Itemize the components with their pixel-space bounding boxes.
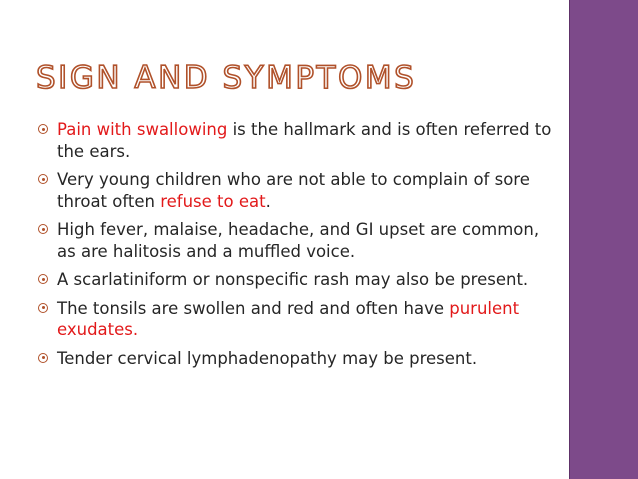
bullet-text: is the hallmark and is often referred to the ears. — [57, 120, 552, 161]
circled-dot-icon — [38, 303, 48, 313]
bullet-item — [38, 169, 558, 212]
highlighted-text: purulent exudates. — [57, 298, 520, 339]
bullet-item — [38, 119, 558, 162]
bullet-item — [38, 348, 558, 370]
bullet-item — [38, 269, 558, 291]
bullet-item — [38, 298, 558, 341]
highlighted-text: Pain with swallowing — [57, 120, 228, 139]
circled-dot-icon — [38, 124, 48, 134]
bullet-text: Very young children who are not able to complain of sore throat often — [57, 170, 530, 211]
bullet-text: A scarlatiniform or nonspecific rash may also be present. — [57, 270, 529, 289]
bullet-list — [38, 119, 558, 376]
bullet-text: High fever, malaise, headache, and GI upset are common, as are halitosis and a muffled voice. — [57, 220, 540, 261]
circled-dot-icon — [38, 174, 48, 184]
highlighted-text: refuse to eat — [160, 191, 266, 211]
slide-title: SIGN AND SYMPTOMS — [36, 60, 417, 96]
decorative-side-bar — [569, 0, 638, 479]
bullet-text: . — [265, 191, 271, 211]
circled-dot-icon — [38, 353, 48, 363]
bullet-text: The tonsils are swollen and red and often have — [57, 298, 450, 318]
circled-dot-icon — [38, 224, 48, 234]
bullet-text: Tender cervical lymphadenopathy may be present. — [57, 348, 478, 368]
bullet-item — [38, 219, 558, 262]
circled-dot-icon — [38, 274, 48, 284]
